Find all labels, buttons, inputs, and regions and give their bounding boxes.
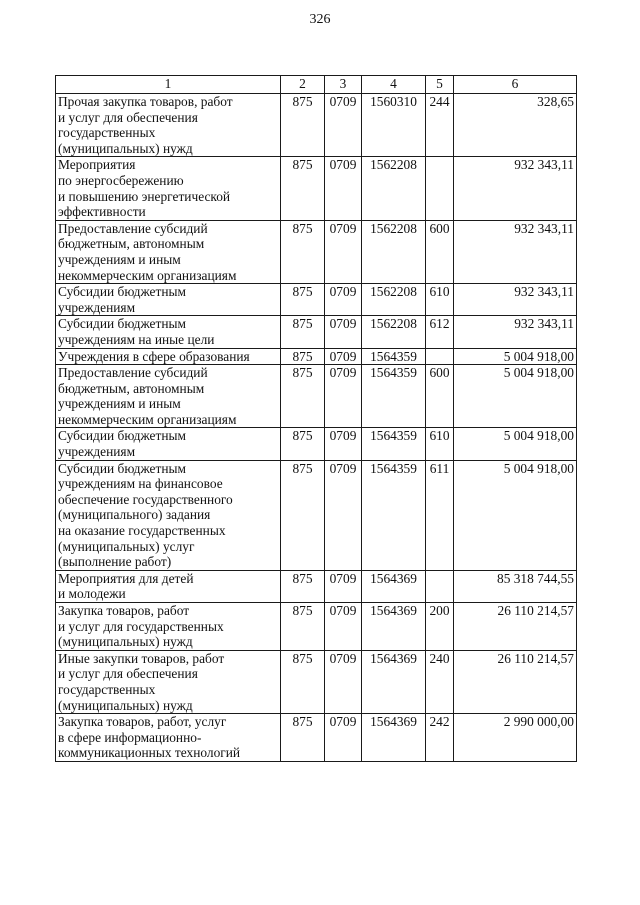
target-article-cell: 1562208 bbox=[362, 316, 426, 348]
expense-type-cell: 600 bbox=[426, 365, 454, 428]
row-name-line: Предоставление субсидий bbox=[58, 365, 208, 381]
section-code-cell: 0709 bbox=[325, 428, 362, 460]
table-row bbox=[56, 460, 577, 570]
table-row bbox=[56, 365, 577, 428]
row-name-line: Мероприятия для детей bbox=[58, 570, 194, 586]
page-number: 326 bbox=[309, 12, 331, 27]
amount-cell: 932 343,11 bbox=[454, 157, 577, 220]
row-name-line: учреждениям на финансовое bbox=[58, 476, 223, 492]
row-name-cell bbox=[56, 348, 281, 365]
admin-code-cell: 875 bbox=[281, 460, 325, 570]
amount-cell: 2 990 000,00 bbox=[454, 714, 577, 762]
admin-code-cell: 875 bbox=[281, 603, 325, 651]
expense-type-cell: 242 bbox=[426, 714, 454, 762]
table-row bbox=[56, 284, 577, 316]
section-code-cell: 0709 bbox=[325, 284, 362, 316]
row-name-line: по энергосбережению bbox=[58, 172, 184, 188]
row-name-line: некоммерческим организациям bbox=[58, 411, 237, 427]
target-article-cell: 1564369 bbox=[362, 650, 426, 713]
row-name-line: (муниципальных) нужд bbox=[58, 634, 193, 650]
row-name-line: Иные закупки товаров, работ bbox=[58, 650, 225, 666]
target-article-cell: 1564369 bbox=[362, 714, 426, 762]
row-name-line: Закупка товаров, работ bbox=[58, 603, 190, 618]
target-article-cell: 1564359 bbox=[362, 428, 426, 460]
expense-type-cell bbox=[426, 348, 454, 365]
section-code-cell: 0709 bbox=[325, 316, 362, 348]
row-name-line: (муниципальных) услуг bbox=[58, 538, 195, 554]
admin-code-cell: 875 bbox=[281, 348, 325, 365]
admin-code-cell: 875 bbox=[281, 650, 325, 713]
row-name-cell bbox=[56, 284, 281, 316]
row-name-line: и услуг для обеспечения bbox=[58, 666, 198, 682]
amount-cell: 5 004 918,00 bbox=[454, 460, 577, 570]
section-code-cell: 0709 bbox=[325, 94, 362, 157]
row-name-line: Учреждения в сфере образования bbox=[58, 348, 250, 364]
admin-code-cell: 875 bbox=[281, 220, 325, 283]
target-article-cell: 1562208 bbox=[362, 220, 426, 283]
row-name-cell bbox=[56, 460, 281, 570]
row-name-cell bbox=[56, 603, 281, 651]
row-name-line: (муниципального) задания bbox=[58, 507, 211, 523]
header-col-2: 2 bbox=[281, 76, 325, 94]
section-code-cell: 0709 bbox=[325, 460, 362, 570]
table-row bbox=[56, 220, 577, 283]
row-name-cell bbox=[56, 428, 281, 460]
section-code-cell: 0709 bbox=[325, 603, 362, 651]
header-col-5: 5 bbox=[426, 76, 454, 94]
amount-cell: 932 343,11 bbox=[454, 316, 577, 348]
amount-cell: 26 110 214,57 bbox=[454, 650, 577, 713]
target-article-cell: 1564359 bbox=[362, 348, 426, 365]
admin-code-cell: 875 bbox=[281, 284, 325, 316]
row-name-line: на оказание государственных bbox=[58, 523, 226, 539]
expense-type-cell: 200 bbox=[426, 603, 454, 651]
target-article-cell: 1564359 bbox=[362, 365, 426, 428]
header-col-1: 1 bbox=[56, 76, 281, 94]
admin-code-cell: 875 bbox=[281, 570, 325, 602]
row-name-line: учреждениям bbox=[58, 444, 136, 460]
amount-cell: 5 004 918,00 bbox=[454, 348, 577, 365]
row-name-cell bbox=[56, 316, 281, 348]
row-name-line: эффективности bbox=[58, 204, 146, 220]
target-article-cell: 1562208 bbox=[362, 157, 426, 220]
admin-code-cell: 875 bbox=[281, 714, 325, 762]
admin-code-cell: 875 bbox=[281, 428, 325, 460]
section-code-cell: 0709 bbox=[325, 714, 362, 762]
row-name-line: государственных bbox=[58, 125, 156, 141]
row-name-cell bbox=[56, 570, 281, 602]
header-col-6: 6 bbox=[454, 76, 577, 94]
row-name-line: учреждениям bbox=[58, 299, 136, 315]
table-row bbox=[56, 316, 577, 348]
admin-code-cell: 875 bbox=[281, 316, 325, 348]
amount-cell: 26 110 214,57 bbox=[454, 603, 577, 651]
row-name-line: Мероприятия bbox=[58, 157, 136, 173]
target-article-cell: 1560310 bbox=[362, 94, 426, 157]
amount-cell: 932 343,11 bbox=[454, 220, 577, 283]
admin-code-cell: 875 bbox=[281, 365, 325, 428]
table-row bbox=[56, 650, 577, 713]
target-article-cell: 1562208 bbox=[362, 284, 426, 316]
table-row bbox=[56, 157, 577, 220]
row-name-line: Прочая закупка товаров, работ bbox=[58, 94, 233, 109]
row-name-cell bbox=[56, 650, 281, 713]
header-col-3: 3 bbox=[325, 76, 362, 94]
row-name-line: в сфере информационно- bbox=[58, 729, 202, 745]
amount-cell: 328,65 bbox=[454, 94, 577, 157]
row-name-line: и повышению энергетической bbox=[58, 188, 231, 204]
row-name-line: обеспечение государственного bbox=[58, 491, 233, 507]
row-name-line: бюджетным, автономным bbox=[58, 236, 205, 252]
section-code-cell: 0709 bbox=[325, 365, 362, 428]
table-row bbox=[56, 570, 577, 602]
row-name-line: (муниципальных) нужд bbox=[58, 140, 193, 156]
table-body bbox=[56, 94, 577, 762]
row-name-cell bbox=[56, 365, 281, 428]
table-row bbox=[56, 603, 577, 651]
row-name-line: и услуг для государственных bbox=[58, 618, 224, 634]
table-row bbox=[56, 714, 577, 762]
section-code-cell: 0709 bbox=[325, 348, 362, 365]
row-name-line: государственных bbox=[58, 681, 156, 697]
amount-cell: 932 343,11 bbox=[454, 284, 577, 316]
budget-table bbox=[55, 75, 577, 762]
row-name-line: учреждениям на иные цели bbox=[58, 331, 215, 347]
row-name-line: и молодежи bbox=[58, 586, 126, 602]
target-article-cell: 1564369 bbox=[362, 603, 426, 651]
row-name-line: Субсидии бюджетным bbox=[58, 428, 186, 444]
table-row bbox=[56, 94, 577, 157]
table-row bbox=[56, 348, 577, 365]
expense-type-cell bbox=[426, 570, 454, 602]
section-code-cell: 0709 bbox=[325, 220, 362, 283]
row-name-line: Закупка товаров, работ, услуг bbox=[58, 714, 227, 730]
expense-type-cell: 240 bbox=[426, 650, 454, 713]
row-name-line: и услуг для обеспечения bbox=[58, 109, 198, 125]
row-name-cell bbox=[56, 157, 281, 220]
table-header-row bbox=[56, 76, 577, 94]
amount-cell: 85 318 744,55 bbox=[454, 570, 577, 602]
row-name-line: учреждениям и иным bbox=[58, 251, 181, 267]
admin-code-cell: 875 bbox=[281, 94, 325, 157]
row-name-line: учреждениям и иным bbox=[58, 396, 181, 412]
row-name-line: бюджетным, автономным bbox=[58, 380, 205, 396]
expense-type-cell: 600 bbox=[426, 220, 454, 283]
section-code-cell: 0709 bbox=[325, 570, 362, 602]
expense-type-cell: 612 bbox=[426, 316, 454, 348]
section-code-cell: 0709 bbox=[325, 157, 362, 220]
row-name-line: Предоставление субсидий bbox=[58, 220, 208, 236]
target-article-cell: 1564359 bbox=[362, 460, 426, 570]
row-name-cell bbox=[56, 220, 281, 283]
row-name-cell bbox=[56, 714, 281, 762]
header-col-4: 4 bbox=[362, 76, 426, 94]
expense-type-cell: 610 bbox=[426, 428, 454, 460]
row-name-line: (выполнение работ) bbox=[58, 554, 172, 570]
admin-code-cell: 875 bbox=[281, 157, 325, 220]
amount-cell: 5 004 918,00 bbox=[454, 428, 577, 460]
row-name-line: Субсидии бюджетным bbox=[58, 316, 186, 332]
row-name-cell bbox=[56, 94, 281, 157]
row-name-line: некоммерческим организациям bbox=[58, 267, 237, 283]
row-name-line: (муниципальных) нужд bbox=[58, 697, 193, 713]
section-code-cell: 0709 bbox=[325, 650, 362, 713]
row-name-line: Субсидии бюджетным bbox=[58, 460, 186, 476]
amount-cell: 5 004 918,00 bbox=[454, 365, 577, 428]
expense-type-cell: 611 bbox=[426, 460, 454, 570]
row-name-line: Субсидии бюджетным bbox=[58, 284, 186, 300]
expense-type-cell bbox=[426, 157, 454, 220]
target-article-cell: 1564369 bbox=[362, 570, 426, 602]
row-name-line: коммуникационных технологий bbox=[58, 745, 241, 761]
expense-type-cell: 610 bbox=[426, 284, 454, 316]
table-row bbox=[56, 428, 577, 460]
expense-type-cell: 244 bbox=[426, 94, 454, 157]
